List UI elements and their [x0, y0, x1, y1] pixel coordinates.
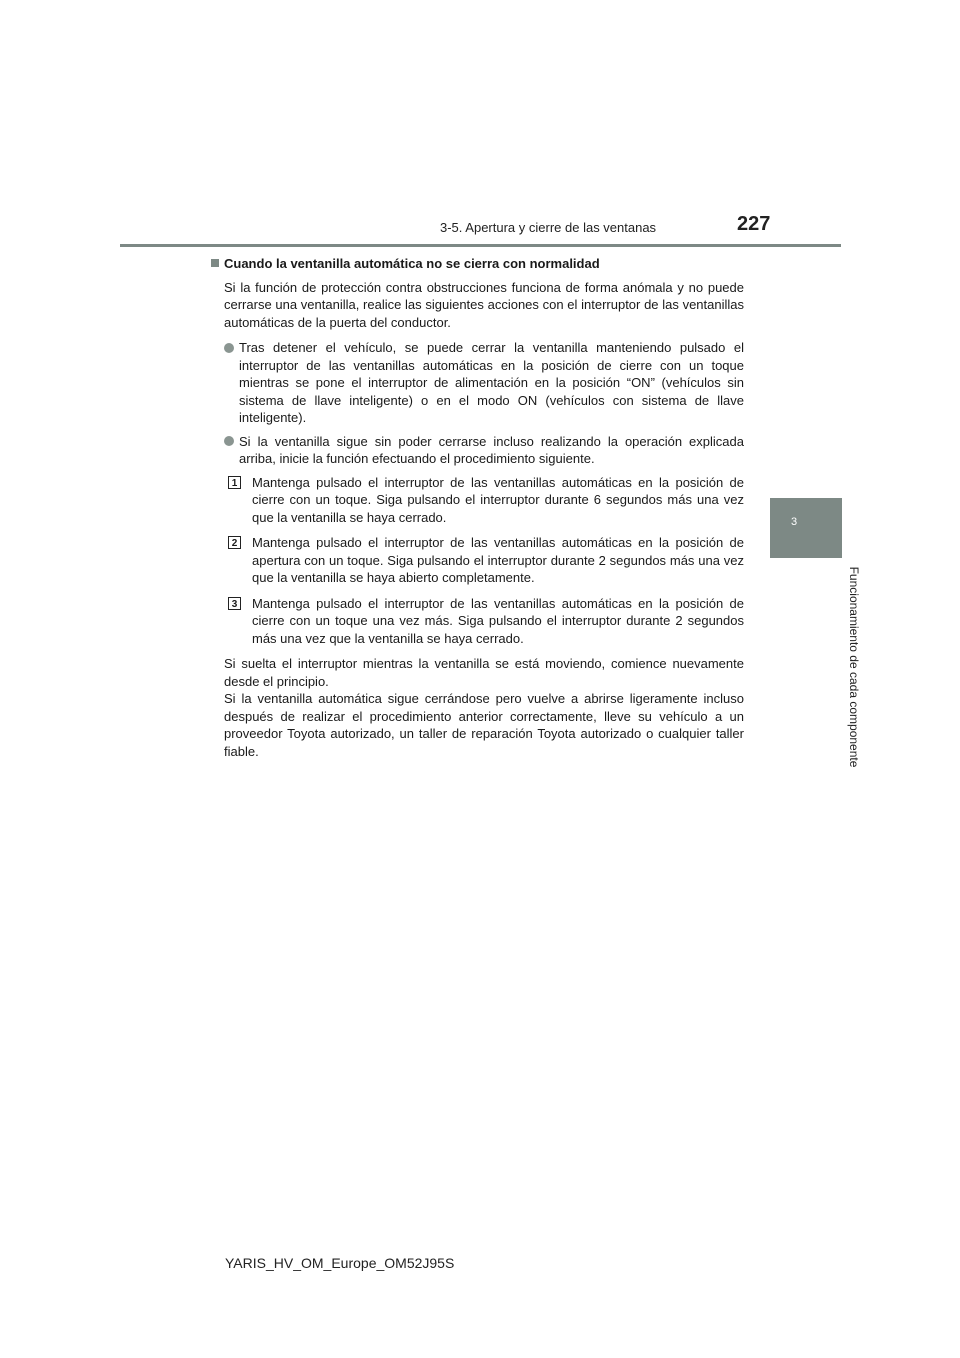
- page-number: 227: [737, 213, 771, 235]
- header-divider: [120, 244, 841, 247]
- section-title: 3-5. Apertura y cierre de las ventanas: [440, 220, 657, 235]
- step-text: Mantenga pulsado el interruptor de las ventanillas automáticas en la posición de cierre con un toque. Siga pulsando el interruptor durante 6 segundos más una vez que la ventanilla se haya cerrado.: [252, 474, 744, 525]
- round-bullet-icon: [224, 343, 234, 353]
- step-item: [211, 474, 744, 527]
- note-paragraph: Si la ventanilla automática sigue cerrándose pero vuelve a abrirse ligeramente incluso después de realizar el procedimiento anterior correctamente, lleve su vehículo a un proveedor Toyota autorizado, un taller de reparación Toyota autorizado o cualquier taller fiable.: [224, 691, 744, 759]
- step-number-badge: 2: [228, 536, 241, 549]
- step-item: [211, 534, 744, 587]
- note-paragraph: Si suelta el interruptor mientras la ventanilla se está moviendo, comience nuevamente desde el principio.: [224, 656, 744, 689]
- step-number-badge: 1: [228, 476, 241, 489]
- square-bullet-icon: [211, 259, 219, 267]
- bullet-text: Si la ventanilla sigue sin poder cerrarse incluso realizando la operación explicada arriba, inicie la función efectuando el procedimiento siguiente.: [239, 433, 744, 466]
- bullet-text: Tras detener el vehículo, se puede cerrar la ventanilla manteniendo pulsado el interruptor de las ventanillas automáticas en la posición de cierre con un toque mientras se pone el interruptor de alimentación en la posición “ON” (vehículos sin sistema de llave inteligente) o en el modo ON (vehículos con sistema de llave inteligente).: [239, 340, 744, 425]
- step-text: Mantenga pulsado el interruptor de las ventanillas automáticas en la posición de apertura con un toque. Siga pulsando el interruptor durante 2 segundos más una vez que la ventanilla se haya abierto completamente.: [252, 535, 744, 585]
- step-item: [211, 595, 744, 648]
- section-heading: [211, 255, 744, 273]
- bullet-item: [211, 339, 744, 427]
- section-heading-text: Cuando la ventanilla automática no se cierra con normalidad: [224, 256, 600, 271]
- chapter-tab: [770, 498, 842, 558]
- intro-paragraph: Si la función de protección contra obstrucciones funciona de forma anómala y no puede cerrarse una ventanilla, realice las siguientes acciones con el interruptor de las ventanillas automáticas de la puerta del conductor.: [224, 279, 744, 330]
- main-content: [211, 255, 744, 760]
- step-number-badge: 3: [228, 597, 241, 610]
- chapter-tab-label: Funcionamiento de cada componente: [847, 566, 861, 768]
- round-bullet-icon: [224, 436, 234, 446]
- chapter-tab-number: 3: [791, 516, 798, 528]
- step-text: Mantenga pulsado el interruptor de las ventanillas automáticas en la posición de cierre con un toque una vez más. Siga pulsando el interruptor durante 2 segundos más una vez que la ventanilla se haya cerrado.: [252, 595, 744, 646]
- document-code: YARIS_HV_OM_Europe_OM52J95S: [225, 1255, 455, 1271]
- bullet-item: [211, 433, 744, 468]
